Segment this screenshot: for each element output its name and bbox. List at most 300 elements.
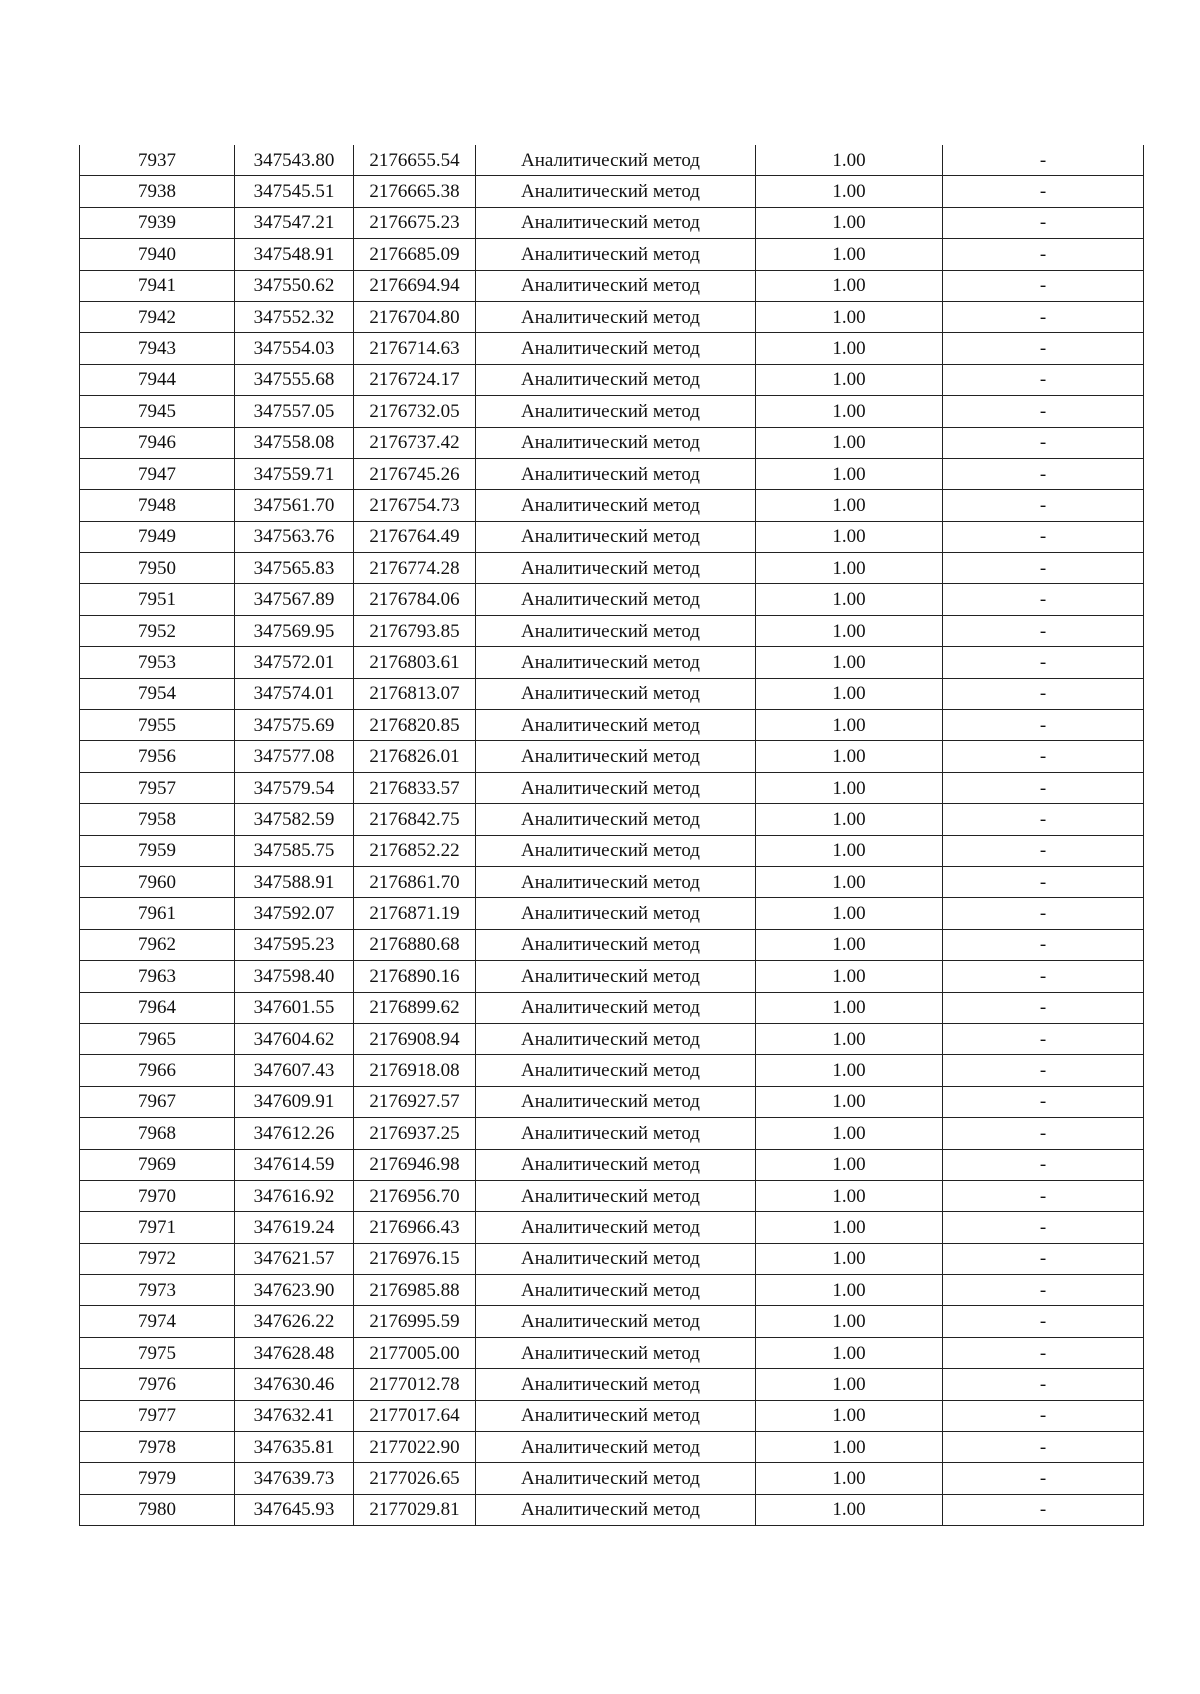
method-cell: Аналитический метод: [476, 1023, 756, 1054]
accuracy-cell: 1.00: [756, 1432, 943, 1463]
method-cell: Аналитический метод: [476, 741, 756, 772]
y-coordinate-cell: 2176937.25: [354, 1118, 476, 1149]
x-coordinate-cell: 347572.01: [235, 647, 354, 678]
x-coordinate-cell: 347557.05: [235, 396, 354, 427]
x-coordinate-cell: 347567.89: [235, 584, 354, 615]
point-number-cell: 7960: [80, 866, 235, 897]
accuracy-cell: 1.00: [756, 898, 943, 929]
accuracy-cell: 1.00: [756, 1023, 943, 1054]
accuracy-cell: 1.00: [756, 804, 943, 835]
y-coordinate-cell: 2176880.68: [354, 929, 476, 960]
point-number-cell: 7962: [80, 929, 235, 960]
method-cell: Аналитический метод: [476, 1369, 756, 1400]
method-cell: Аналитический метод: [476, 866, 756, 897]
y-coordinate-cell: 2176985.88: [354, 1275, 476, 1306]
note-cell: -: [943, 301, 1144, 332]
method-cell: Аналитический метод: [476, 1180, 756, 1211]
table-row: [80, 1275, 1144, 1306]
note-cell: -: [943, 1023, 1144, 1054]
table-row: [80, 333, 1144, 364]
note-cell: -: [943, 1306, 1144, 1337]
method-cell: Аналитический метод: [476, 678, 756, 709]
method-cell: Аналитический метод: [476, 1463, 756, 1494]
accuracy-cell: 1.00: [756, 301, 943, 332]
point-number-cell: 7976: [80, 1369, 235, 1400]
x-coordinate-cell: 347563.76: [235, 521, 354, 552]
point-number-cell: 7979: [80, 1463, 235, 1494]
point-number-cell: 7949: [80, 521, 235, 552]
table-row: [80, 1243, 1144, 1274]
accuracy-cell: 1.00: [756, 1086, 943, 1117]
y-coordinate-cell: 2176737.42: [354, 427, 476, 458]
accuracy-cell: 1.00: [756, 427, 943, 458]
method-cell: Аналитический метод: [476, 176, 756, 207]
table-row: [80, 1118, 1144, 1149]
x-coordinate-cell: 347630.46: [235, 1369, 354, 1400]
y-coordinate-cell: 2176793.85: [354, 615, 476, 646]
method-cell: Аналитический метод: [476, 804, 756, 835]
y-coordinate-cell: 2176745.26: [354, 458, 476, 489]
method-cell: Аналитический метод: [476, 1055, 756, 1086]
y-coordinate-cell: 2176995.59: [354, 1306, 476, 1337]
point-number-cell: 7948: [80, 490, 235, 521]
accuracy-cell: 1.00: [756, 145, 943, 176]
y-coordinate-cell: 2176861.70: [354, 866, 476, 897]
table-row: [80, 207, 1144, 238]
x-coordinate-cell: 347548.91: [235, 239, 354, 270]
note-cell: -: [943, 1086, 1144, 1117]
y-coordinate-cell: 2176852.22: [354, 835, 476, 866]
table-row: [80, 1149, 1144, 1180]
method-cell: Аналитический метод: [476, 427, 756, 458]
point-number-cell: 7967: [80, 1086, 235, 1117]
y-coordinate-cell: 2177022.90: [354, 1432, 476, 1463]
y-coordinate-cell: 2176833.57: [354, 772, 476, 803]
y-coordinate-cell: 2176826.01: [354, 741, 476, 772]
note-cell: -: [943, 835, 1144, 866]
accuracy-cell: 1.00: [756, 458, 943, 489]
x-coordinate-cell: 347552.32: [235, 301, 354, 332]
point-number-cell: 7952: [80, 615, 235, 646]
y-coordinate-cell: 2177012.78: [354, 1369, 476, 1400]
method-cell: Аналитический метод: [476, 1275, 756, 1306]
table-row: [80, 678, 1144, 709]
y-coordinate-cell: 2176714.63: [354, 333, 476, 364]
table-row: [80, 961, 1144, 992]
table-row: [80, 521, 1144, 552]
table-row: [80, 364, 1144, 395]
accuracy-cell: 1.00: [756, 1337, 943, 1368]
note-cell: -: [943, 1463, 1144, 1494]
note-cell: -: [943, 1180, 1144, 1211]
x-coordinate-cell: 347616.92: [235, 1180, 354, 1211]
x-coordinate-cell: 347569.95: [235, 615, 354, 646]
method-cell: Аналитический метод: [476, 710, 756, 741]
accuracy-cell: 1.00: [756, 490, 943, 521]
y-coordinate-cell: 2176685.09: [354, 239, 476, 270]
x-coordinate-cell: 347619.24: [235, 1212, 354, 1243]
point-number-cell: 7965: [80, 1023, 235, 1054]
x-coordinate-cell: 347623.90: [235, 1275, 354, 1306]
method-cell: Аналитический метод: [476, 772, 756, 803]
method-cell: Аналитический метод: [476, 333, 756, 364]
note-cell: -: [943, 1275, 1144, 1306]
y-coordinate-cell: 2176754.73: [354, 490, 476, 521]
note-cell: -: [943, 866, 1144, 897]
note-cell: -: [943, 1369, 1144, 1400]
x-coordinate-cell: 347645.93: [235, 1494, 354, 1525]
method-cell: Аналитический метод: [476, 458, 756, 489]
accuracy-cell: 1.00: [756, 396, 943, 427]
accuracy-cell: 1.00: [756, 866, 943, 897]
note-cell: -: [943, 364, 1144, 395]
point-number-cell: 7970: [80, 1180, 235, 1211]
point-number-cell: 7941: [80, 270, 235, 301]
note-cell: -: [943, 553, 1144, 584]
point-number-cell: 7972: [80, 1243, 235, 1274]
note-cell: -: [943, 992, 1144, 1023]
accuracy-cell: 1.00: [756, 1463, 943, 1494]
accuracy-cell: 1.00: [756, 1369, 943, 1400]
note-cell: -: [943, 333, 1144, 364]
table-row: [80, 647, 1144, 678]
x-coordinate-cell: 347585.75: [235, 835, 354, 866]
method-cell: Аналитический метод: [476, 647, 756, 678]
note-cell: -: [943, 207, 1144, 238]
table-row: [80, 1400, 1144, 1431]
y-coordinate-cell: 2176784.06: [354, 584, 476, 615]
y-coordinate-cell: 2176820.85: [354, 710, 476, 741]
table-row: [80, 741, 1144, 772]
y-coordinate-cell: 2176899.62: [354, 992, 476, 1023]
point-number-cell: 7942: [80, 301, 235, 332]
accuracy-cell: 1.00: [756, 270, 943, 301]
method-cell: Аналитический метод: [476, 929, 756, 960]
note-cell: -: [943, 961, 1144, 992]
note-cell: -: [943, 270, 1144, 301]
y-coordinate-cell: 2176927.57: [354, 1086, 476, 1117]
table-row: [80, 1306, 1144, 1337]
point-number-cell: 7955: [80, 710, 235, 741]
table-row: [80, 1180, 1144, 1211]
x-coordinate-cell: 347626.22: [235, 1306, 354, 1337]
note-cell: -: [943, 1432, 1144, 1463]
point-number-cell: 7938: [80, 176, 235, 207]
point-number-cell: 7978: [80, 1432, 235, 1463]
point-number-cell: 7969: [80, 1149, 235, 1180]
method-cell: Аналитический метод: [476, 1149, 756, 1180]
note-cell: -: [943, 145, 1144, 176]
x-coordinate-cell: 347555.68: [235, 364, 354, 395]
method-cell: Аналитический метод: [476, 615, 756, 646]
accuracy-cell: 1.00: [756, 992, 943, 1023]
table-row: [80, 490, 1144, 521]
x-coordinate-cell: 347561.70: [235, 490, 354, 521]
table-row: [80, 458, 1144, 489]
table-row: [80, 1463, 1144, 1494]
note-cell: -: [943, 772, 1144, 803]
note-cell: -: [943, 1494, 1144, 1525]
table-row: [80, 710, 1144, 741]
accuracy-cell: 1.00: [756, 1118, 943, 1149]
accuracy-cell: 1.00: [756, 1180, 943, 1211]
x-coordinate-cell: 347612.26: [235, 1118, 354, 1149]
table-row: [80, 145, 1144, 176]
y-coordinate-cell: 2176813.07: [354, 678, 476, 709]
point-number-cell: 7973: [80, 1275, 235, 1306]
method-cell: Аналитический метод: [476, 1337, 756, 1368]
note-cell: -: [943, 1118, 1144, 1149]
x-coordinate-cell: 347559.71: [235, 458, 354, 489]
point-number-cell: 7968: [80, 1118, 235, 1149]
y-coordinate-cell: 2176694.94: [354, 270, 476, 301]
table-row: [80, 239, 1144, 270]
table-row: [80, 584, 1144, 615]
note-cell: -: [943, 898, 1144, 929]
point-number-cell: 7946: [80, 427, 235, 458]
x-coordinate-cell: 347547.21: [235, 207, 354, 238]
note-cell: -: [943, 1212, 1144, 1243]
y-coordinate-cell: 2176764.49: [354, 521, 476, 552]
table-row: [80, 1055, 1144, 1086]
method-cell: Аналитический метод: [476, 992, 756, 1023]
point-number-cell: 7944: [80, 364, 235, 395]
table-row: [80, 804, 1144, 835]
accuracy-cell: 1.00: [756, 239, 943, 270]
note-cell: -: [943, 1400, 1144, 1431]
table-row: [80, 1432, 1144, 1463]
point-number-cell: 7971: [80, 1212, 235, 1243]
note-cell: -: [943, 239, 1144, 270]
point-number-cell: 7943: [80, 333, 235, 364]
accuracy-cell: 1.00: [756, 1149, 943, 1180]
method-cell: Аналитический метод: [476, 490, 756, 521]
method-cell: Аналитический метод: [476, 301, 756, 332]
method-cell: Аналитический метод: [476, 1118, 756, 1149]
y-coordinate-cell: 2177017.64: [354, 1400, 476, 1431]
method-cell: Аналитический метод: [476, 553, 756, 584]
x-coordinate-cell: 347595.23: [235, 929, 354, 960]
x-coordinate-cell: 347639.73: [235, 1463, 354, 1494]
point-number-cell: 7953: [80, 647, 235, 678]
method-cell: Аналитический метод: [476, 396, 756, 427]
note-cell: -: [943, 427, 1144, 458]
point-number-cell: 7947: [80, 458, 235, 489]
y-coordinate-cell: 2176946.98: [354, 1149, 476, 1180]
note-cell: -: [943, 1337, 1144, 1368]
table-row: [80, 1212, 1144, 1243]
note-cell: -: [943, 490, 1144, 521]
note-cell: -: [943, 458, 1144, 489]
x-coordinate-cell: 347558.08: [235, 427, 354, 458]
accuracy-cell: 1.00: [756, 584, 943, 615]
table-row: [80, 898, 1144, 929]
y-coordinate-cell: 2176732.05: [354, 396, 476, 427]
x-coordinate-cell: 347601.55: [235, 992, 354, 1023]
accuracy-cell: 1.00: [756, 772, 943, 803]
table-row: [80, 1086, 1144, 1117]
x-coordinate-cell: 347577.08: [235, 741, 354, 772]
accuracy-cell: 1.00: [756, 1055, 943, 1086]
accuracy-cell: 1.00: [756, 1243, 943, 1274]
x-coordinate-cell: 347614.59: [235, 1149, 354, 1180]
note-cell: -: [943, 1243, 1144, 1274]
table-row: [80, 1494, 1144, 1525]
point-number-cell: 7980: [80, 1494, 235, 1525]
point-number-cell: 7977: [80, 1400, 235, 1431]
y-coordinate-cell: 2176803.61: [354, 647, 476, 678]
method-cell: Аналитический метод: [476, 1086, 756, 1117]
accuracy-cell: 1.00: [756, 1494, 943, 1525]
method-cell: Аналитический метод: [476, 1494, 756, 1525]
method-cell: Аналитический метод: [476, 364, 756, 395]
x-coordinate-cell: 347554.03: [235, 333, 354, 364]
accuracy-cell: 1.00: [756, 961, 943, 992]
note-cell: -: [943, 804, 1144, 835]
y-coordinate-cell: 2176655.54: [354, 145, 476, 176]
x-coordinate-cell: 347543.80: [235, 145, 354, 176]
note-cell: -: [943, 1055, 1144, 1086]
method-cell: Аналитический метод: [476, 835, 756, 866]
point-number-cell: 7964: [80, 992, 235, 1023]
point-number-cell: 7951: [80, 584, 235, 615]
x-coordinate-cell: 347592.07: [235, 898, 354, 929]
accuracy-cell: 1.00: [756, 835, 943, 866]
accuracy-cell: 1.00: [756, 615, 943, 646]
accuracy-cell: 1.00: [756, 1212, 943, 1243]
x-coordinate-cell: 347607.43: [235, 1055, 354, 1086]
y-coordinate-cell: 2177005.00: [354, 1337, 476, 1368]
x-coordinate-cell: 347628.48: [235, 1337, 354, 1368]
y-coordinate-cell: 2176704.80: [354, 301, 476, 332]
point-number-cell: 7963: [80, 961, 235, 992]
point-number-cell: 7974: [80, 1306, 235, 1337]
y-coordinate-cell: 2176774.28: [354, 553, 476, 584]
table-row: [80, 270, 1144, 301]
accuracy-cell: 1.00: [756, 553, 943, 584]
y-coordinate-cell: 2176890.16: [354, 961, 476, 992]
method-cell: Аналитический метод: [476, 1432, 756, 1463]
table-row: [80, 929, 1144, 960]
point-number-cell: 7957: [80, 772, 235, 803]
accuracy-cell: 1.00: [756, 1400, 943, 1431]
point-number-cell: 7950: [80, 553, 235, 584]
x-coordinate-cell: 347550.62: [235, 270, 354, 301]
table-row: [80, 835, 1144, 866]
method-cell: Аналитический метод: [476, 207, 756, 238]
table-row: [80, 176, 1144, 207]
accuracy-cell: 1.00: [756, 176, 943, 207]
note-cell: -: [943, 615, 1144, 646]
point-number-cell: 7945: [80, 396, 235, 427]
y-coordinate-cell: 2176908.94: [354, 1023, 476, 1054]
table-row: [80, 992, 1144, 1023]
y-coordinate-cell: 2176871.19: [354, 898, 476, 929]
y-coordinate-cell: 2176966.43: [354, 1212, 476, 1243]
x-coordinate-cell: 347579.54: [235, 772, 354, 803]
point-number-cell: 7939: [80, 207, 235, 238]
method-cell: Аналитический метод: [476, 584, 756, 615]
point-number-cell: 7959: [80, 835, 235, 866]
table-row: [80, 866, 1144, 897]
table-row: [80, 1023, 1144, 1054]
accuracy-cell: 1.00: [756, 364, 943, 395]
note-cell: -: [943, 176, 1144, 207]
point-number-cell: 7937: [80, 145, 235, 176]
x-coordinate-cell: 347588.91: [235, 866, 354, 897]
note-cell: -: [943, 929, 1144, 960]
note-cell: -: [943, 396, 1144, 427]
point-number-cell: 7958: [80, 804, 235, 835]
x-coordinate-cell: 347609.91: [235, 1086, 354, 1117]
x-coordinate-cell: 347545.51: [235, 176, 354, 207]
table-row: [80, 1369, 1144, 1400]
accuracy-cell: 1.00: [756, 1306, 943, 1337]
note-cell: -: [943, 647, 1144, 678]
note-cell: -: [943, 521, 1144, 552]
method-cell: Аналитический метод: [476, 1306, 756, 1337]
table-row: [80, 553, 1144, 584]
accuracy-cell: 1.00: [756, 521, 943, 552]
note-cell: -: [943, 710, 1144, 741]
accuracy-cell: 1.00: [756, 1275, 943, 1306]
x-coordinate-cell: 347574.01: [235, 678, 354, 709]
x-coordinate-cell: 347632.41: [235, 1400, 354, 1431]
method-cell: Аналитический метод: [476, 1400, 756, 1431]
table-row: [80, 615, 1144, 646]
point-number-cell: 7961: [80, 898, 235, 929]
point-number-cell: 7940: [80, 239, 235, 270]
x-coordinate-cell: 347565.83: [235, 553, 354, 584]
x-coordinate-cell: 347604.62: [235, 1023, 354, 1054]
accuracy-cell: 1.00: [756, 647, 943, 678]
note-cell: -: [943, 678, 1144, 709]
accuracy-cell: 1.00: [756, 929, 943, 960]
note-cell: -: [943, 741, 1144, 772]
y-coordinate-cell: 2177029.81: [354, 1494, 476, 1525]
y-coordinate-cell: 2176724.17: [354, 364, 476, 395]
x-coordinate-cell: 347598.40: [235, 961, 354, 992]
point-number-cell: 7956: [80, 741, 235, 772]
x-coordinate-cell: 347621.57: [235, 1243, 354, 1274]
note-cell: -: [943, 584, 1144, 615]
method-cell: Аналитический метод: [476, 898, 756, 929]
accuracy-cell: 1.00: [756, 207, 943, 238]
table-row: [80, 772, 1144, 803]
method-cell: Аналитический метод: [476, 270, 756, 301]
accuracy-cell: 1.00: [756, 678, 943, 709]
method-cell: Аналитический метод: [476, 521, 756, 552]
accuracy-cell: 1.00: [756, 710, 943, 741]
y-coordinate-cell: 2176918.08: [354, 1055, 476, 1086]
y-coordinate-cell: 2177026.65: [354, 1463, 476, 1494]
point-number-cell: 7966: [80, 1055, 235, 1086]
table-row: [80, 1337, 1144, 1368]
table-row: [80, 396, 1144, 427]
method-cell: Аналитический метод: [476, 239, 756, 270]
note-cell: -: [943, 1149, 1144, 1180]
method-cell: Аналитический метод: [476, 961, 756, 992]
method-cell: Аналитический метод: [476, 145, 756, 176]
y-coordinate-cell: 2176665.38: [354, 176, 476, 207]
method-cell: Аналитический метод: [476, 1212, 756, 1243]
point-number-cell: 7954: [80, 678, 235, 709]
x-coordinate-cell: 347582.59: [235, 804, 354, 835]
accuracy-cell: 1.00: [756, 333, 943, 364]
x-coordinate-cell: 347635.81: [235, 1432, 354, 1463]
coordinates-table-body: [80, 145, 1144, 1526]
y-coordinate-cell: 2176675.23: [354, 207, 476, 238]
